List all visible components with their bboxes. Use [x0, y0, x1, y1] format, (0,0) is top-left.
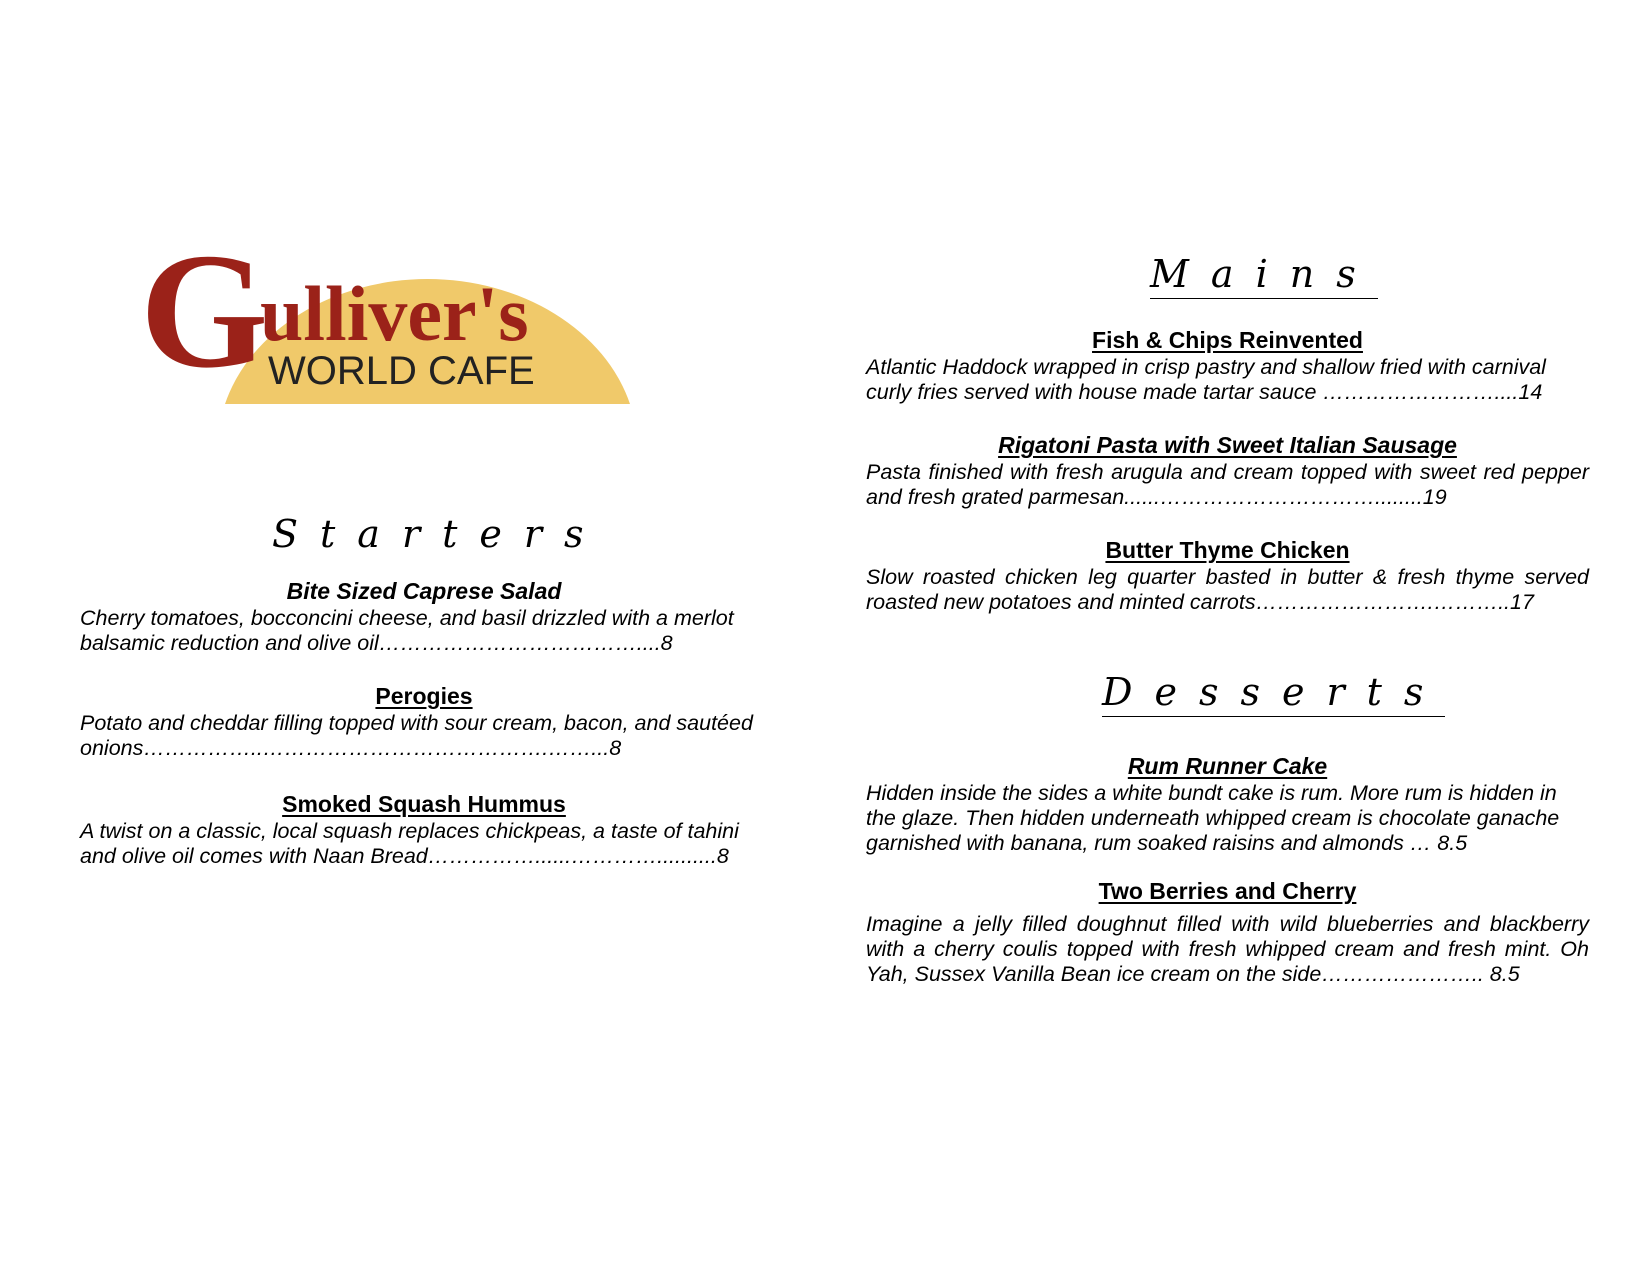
starters-title: Starters — [272, 512, 606, 556]
item-name: Rum Runner Cake — [1127, 753, 1328, 779]
desserts-title-text: Desserts — [1102, 670, 1445, 717]
logo-big-letter: G — [140, 246, 269, 402]
item-description: Hidden inside the sides a white bundt cake is rum. More rum is hidden in the glaze. Then hidden underneath whipped cream is chocolate ganache garnished with banana, rum soaked raisins and almonds … 8.5 — [866, 781, 1560, 855]
mains-title — [1150, 252, 1378, 296]
desserts-list — [866, 753, 1589, 987]
mains-title-text: Mains — [1150, 252, 1378, 299]
cafe-logo — [140, 246, 630, 406]
item-description: Imagine a jelly filled doughnut filled with wild blueberries and blackberry with a cherry coulis topped with fresh whipped cream and fresh mint. Oh Yah, Sussex Vanilla Bean ice cream on the side………………….. 8.5 — [866, 912, 1589, 986]
item-description: Atlantic Haddock wrapped in crisp pastry and shallow fried with carnival curly fries served with house made tartar sauce ……………………....14 — [866, 355, 1546, 404]
item-description: A twist on a classic, local squash replaces chickpeas, a taste of tahini and olive oil comes with Naan Bread……………......…………..........8 — [80, 819, 739, 868]
item-name: Butter Thyme Chicken — [1105, 537, 1350, 563]
menu-item — [866, 537, 1589, 615]
logo-name-text: ulliver's — [260, 270, 529, 357]
item-name: Smoked Squash Hummus — [282, 791, 566, 817]
menu-item — [80, 683, 768, 761]
menu-item — [866, 327, 1589, 405]
menu-item — [866, 753, 1589, 856]
item-name: Fish & Chips Reinvented — [1092, 327, 1363, 353]
item-name: Two Berries and Cherry — [1098, 878, 1357, 904]
item-description: Cherry tomatoes, bocconcini cheese, and basil drizzled with a merlot balsamic reduction and olive oil………………………………....8 — [80, 606, 734, 655]
menu-item — [866, 432, 1589, 510]
menu-item — [80, 578, 768, 656]
item-name: Perogies — [375, 683, 473, 709]
menu-item — [866, 878, 1589, 987]
logo-graphic — [140, 246, 630, 406]
menu-item — [80, 791, 768, 869]
desserts-title — [1102, 670, 1446, 714]
starters-list — [80, 578, 768, 869]
item-description: Pasta finished with fresh arugula and cream topped with sweet red pepper and fresh grated parmesan......…………………………........19 — [866, 460, 1589, 509]
mains-list — [866, 327, 1589, 615]
item-description: Slow roasted chicken leg quarter basted in butter & fresh thyme served roasted new potatoes and minted carrots…………………….………..17 — [866, 565, 1589, 614]
item-name: Rigatoni Pasta with Sweet Italian Sausage — [998, 432, 1457, 458]
item-name: Bite Sized Caprese Salad — [286, 578, 562, 604]
item-description: Potato and cheddar filling topped with sour cream, bacon, and sautéed onions……………..………………………………….……...8 — [80, 711, 753, 760]
logo-subtitle-text: WORLD CAFE — [268, 349, 535, 393]
